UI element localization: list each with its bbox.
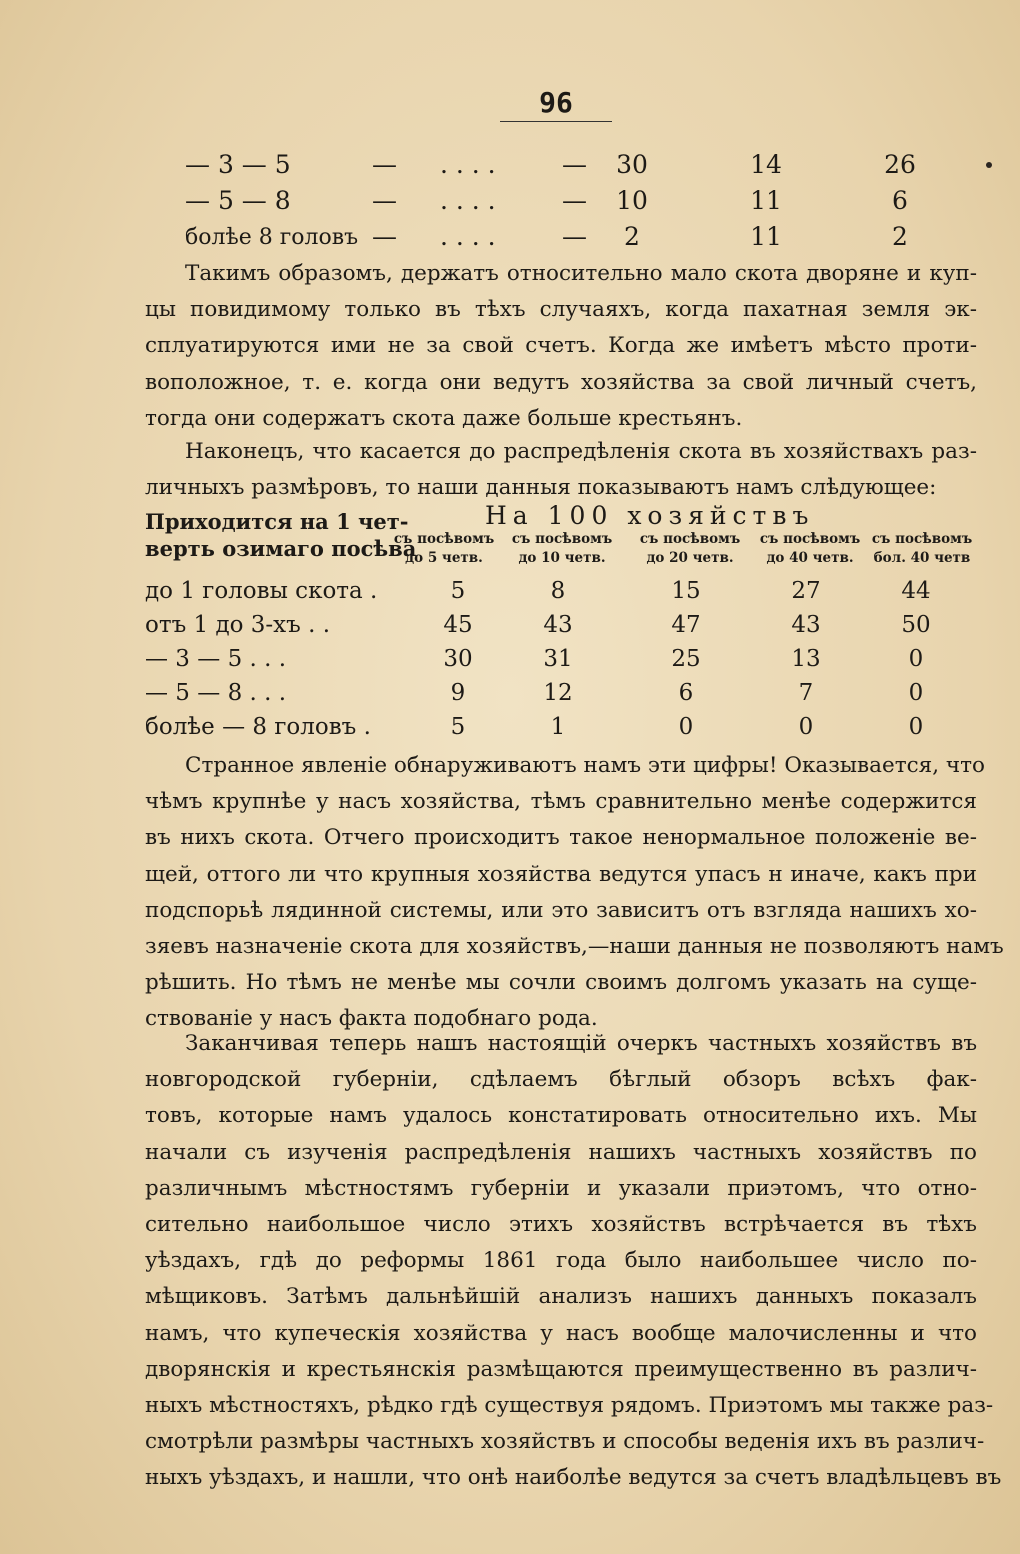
cell: 6 (678, 680, 694, 706)
paragraph (145, 748, 1004, 1038)
text-line: цы повидимому только въ тѣхъ случаяхъ, когда пахатная земля эк- (145, 297, 977, 323)
header-line: Приходится на 1 чет- (145, 509, 409, 534)
cell: 0 (908, 714, 924, 740)
text-line: ствованіе у насъ факта подобнаго рода. (145, 1006, 598, 1032)
top-table-row (0, 186, 1020, 220)
table-row (0, 578, 1020, 612)
cell: 25 (671, 646, 701, 672)
row-value: 26 (884, 150, 916, 179)
cell: 30 (443, 646, 473, 672)
row-value: 10 (616, 186, 648, 215)
row-dots: . . . . (440, 186, 496, 215)
row-dash: — (562, 150, 587, 179)
cell: 9 (450, 680, 466, 706)
row-dash: — (562, 186, 587, 215)
cell: 5 (450, 578, 466, 604)
column-header-line: съ посѣвомъ (393, 531, 495, 547)
cell: 44 (901, 578, 931, 604)
text-line: сплуатируются ими не за свой счетъ. Когда же имѣетъ мѣсто проти- (145, 333, 977, 359)
text-line: новгородской губерніи, сдѣлаемъ бѣглый обзоръ всѣхъ фак- (145, 1067, 977, 1093)
header-line: верть озимаго посѣва (145, 536, 417, 561)
row-label: болѣе — 8 головъ . (145, 714, 371, 740)
cell: 7 (798, 680, 814, 706)
column-header-line: бол. 40 четв (873, 550, 971, 566)
column-header-line: до 5 четв. (405, 550, 483, 566)
table-row (0, 714, 1020, 748)
column-header (862, 530, 982, 568)
table-top-header: На 100 хозяйствъ (485, 501, 815, 530)
cell: 31 (543, 646, 573, 672)
text-line: сительно наибольшое число этихъ хозяйствъ встрѣчается въ тѣхъ (145, 1211, 977, 1237)
table-row (0, 612, 1020, 646)
column-header (750, 530, 870, 568)
cell: 15 (671, 578, 701, 604)
column-header (630, 530, 750, 568)
page-number-rule (500, 121, 612, 122)
column-header-line: до 20 четв. (646, 550, 734, 566)
row-value: 6 (892, 186, 908, 215)
text-line: различнымъ мѣстностямъ губерніи и указали приэтомъ, что отно- (145, 1175, 977, 1201)
paragraph (145, 1026, 1002, 1496)
cell: 12 (543, 680, 573, 706)
row-dash: — (372, 222, 397, 251)
cell: 27 (791, 578, 821, 604)
column-header-line: съ посѣвомъ (639, 531, 741, 547)
ink-speck (986, 162, 992, 168)
top-table-row (0, 222, 1020, 256)
paragraph (145, 256, 977, 437)
row-dash: — (562, 222, 587, 251)
cell: 43 (543, 612, 573, 638)
row-dots: . . . . (440, 222, 496, 251)
table-row (0, 646, 1020, 680)
text-line: рѣшить. Но тѣмъ не менѣе мы сочли своимъ долгомъ указать на суще- (145, 970, 977, 996)
row-label: — 3 — 5 . . . (145, 646, 287, 672)
row-label: болѣе 8 головъ (185, 225, 359, 250)
row-value: 11 (750, 186, 782, 215)
text-line: щей, оттого ли что крупныя хозяйства ведутся упасъ н иначе, какъ при (145, 861, 977, 887)
paragraph (145, 434, 977, 506)
text-line: тогда они содержатъ скота даже больше крестьянъ. (145, 405, 743, 431)
row-value: 14 (750, 150, 782, 179)
cell: 0 (678, 714, 694, 740)
column-header-line: до 10 четв. (518, 550, 606, 566)
row-label: — 3 — 5 (185, 150, 291, 179)
text-line: мѣщиковъ. Затѣмъ дальнѣйшій анализъ нашихъ данныхъ показалъ (145, 1284, 977, 1310)
cell: 5 (450, 714, 466, 740)
row-value: 2 (624, 222, 640, 251)
row-dash: — (372, 186, 397, 215)
cell: 13 (791, 646, 821, 672)
text-line: товъ, которые намъ удалось констатировать относительно ихъ. Мы (145, 1103, 977, 1129)
cell: 0 (908, 646, 924, 672)
text-line: зяевъ назначеніе скота для хозяйствъ,—наши данныя не позволяютъ намъ (145, 933, 1004, 959)
column-header-line: съ посѣвомъ (871, 531, 973, 547)
text-line: дворянскія и крестьянскія размѣщаются преимущественно въ различ- (145, 1356, 977, 1382)
text-line: личныхъ размѣровъ, то наши данныя показываютъ намъ слѣдующее: (145, 475, 937, 501)
cell: 43 (791, 612, 821, 638)
row-label: — 5 — 8 . . . (145, 680, 287, 706)
cell: 50 (901, 612, 931, 638)
column-header-line: до 40 четв. (766, 550, 854, 566)
top-table-row (0, 150, 1020, 184)
text-line: Заканчивая теперь нашъ настоящій очеркъ частныхъ хозяйствъ въ (185, 1031, 977, 1056)
text-line: смотрѣли размѣры частныхъ хозяйствъ и способы веденія ихъ въ различ- (145, 1429, 985, 1455)
column-header (384, 530, 504, 568)
row-dash: — (372, 150, 397, 179)
row-label: отъ 1 до 3-хъ . . (145, 612, 331, 638)
text-line: начали съ изученія распредѣленія нашихъ частныхъ хозяйствъ по (145, 1139, 977, 1165)
table-left-header (145, 508, 416, 562)
text-line: чѣмъ крупнѣе у насъ хозяйства, тѣмъ сравнительно менѣе содержится (145, 789, 977, 815)
column-header-line: съ посѣвомъ (759, 531, 861, 547)
table-row (0, 680, 1020, 714)
page-number: 96 (539, 86, 573, 119)
column-header-line: съ посѣвомъ (511, 531, 613, 547)
text-line: подспорьѣ лядинной системы, или это зависитъ отъ взгляда нашихъ хо- (145, 897, 977, 923)
row-value: 30 (616, 150, 648, 179)
text-line: намъ, что купеческія хозяйства у насъ вообще малочисленны и что (145, 1320, 977, 1346)
row-value: 11 (750, 222, 782, 251)
cell: 1 (550, 714, 566, 740)
text-line: Странное явленіе обнаруживаютъ намъ эти цифры! Оказывается, что (185, 753, 985, 778)
cell: 47 (671, 612, 701, 638)
cell: 0 (908, 680, 924, 706)
text-line: ныхъ уѣздахъ, и нашли, что онѣ наиболѣе ведутся за счетъ владѣльцевъ въ (145, 1465, 1002, 1491)
cell: 45 (443, 612, 473, 638)
text-line: ныхъ мѣстностяхъ, рѣдко гдѣ существуя рядомъ. Приэтомъ мы также раз- (145, 1392, 994, 1418)
text-line: уѣздахъ, гдѣ до реформы 1861 года было наибольшее число по- (145, 1248, 977, 1274)
text-line: Такимъ образомъ, держатъ относительно мало скота дворяне и куп- (185, 261, 977, 286)
row-dots: . . . . (440, 150, 496, 179)
row-label: до 1 головы скота . (145, 578, 378, 604)
row-label: — 5 — 8 (185, 186, 291, 215)
text-line: воположное, т. е. когда они ведутъ хозяйства за свой личный счетъ, (145, 369, 977, 395)
column-header (502, 530, 622, 568)
text-line: Наконецъ, что касается до распредѣленія скота въ хозяйствахъ раз- (185, 439, 977, 464)
cell: 0 (798, 714, 814, 740)
cell: 8 (550, 578, 566, 604)
text-line: въ нихъ скота. Отчего происходитъ такое ненормальное положеніе ве- (145, 825, 977, 851)
row-value: 2 (892, 222, 908, 251)
